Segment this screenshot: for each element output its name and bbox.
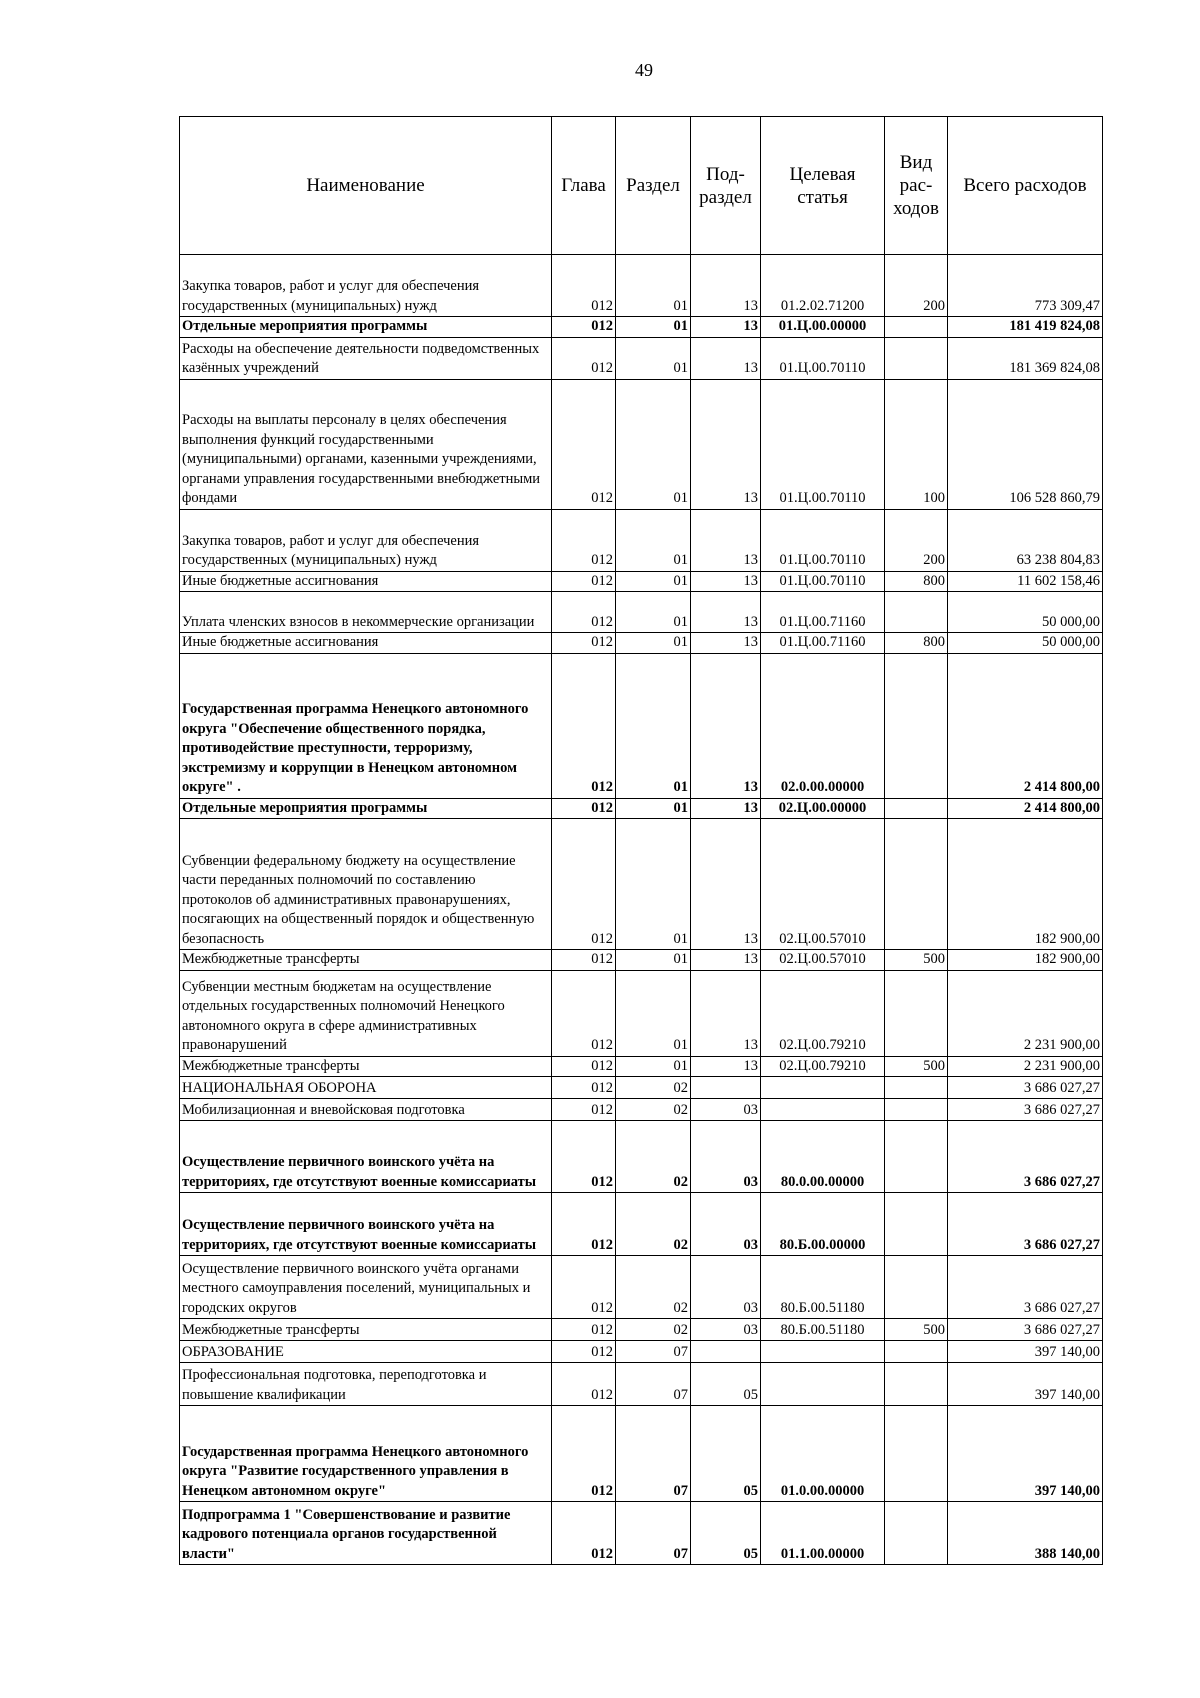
cell-name: Расходы на выплаты персоналу в целях обеспечения выполнения функций государственными (муниципальными) органами, казенными учреждениями, органами управления государственными внебюджетными фондами bbox=[180, 379, 552, 509]
cell-section: 07 bbox=[616, 1341, 691, 1363]
cell-chapter: 012 bbox=[552, 1363, 616, 1406]
cell-name: Межбюджетные трансферты bbox=[180, 950, 552, 971]
cell-subsection bbox=[691, 1077, 761, 1099]
table-row bbox=[180, 950, 1103, 971]
cell-section: 07 bbox=[616, 1406, 691, 1502]
table-header-row bbox=[180, 117, 1103, 255]
cell-name: Уплата членских взносов в некоммерческие организации bbox=[180, 592, 552, 633]
header-expense-type: Вид рас- ходов bbox=[885, 117, 948, 255]
header-total: Всего расходов bbox=[948, 117, 1103, 255]
cell-total: 182 900,00 bbox=[948, 950, 1103, 971]
cell-target-article: 02.0.00.00000 bbox=[761, 653, 885, 798]
cell-subsection: 13 bbox=[691, 633, 761, 654]
cell-chapter: 012 bbox=[552, 1406, 616, 1502]
cell-total: 2 231 900,00 bbox=[948, 970, 1103, 1056]
cell-expense-type bbox=[885, 1121, 948, 1193]
cell-name: Профессиональная подготовка, переподготовка и повышение квалификации bbox=[180, 1363, 552, 1406]
cell-section: 01 bbox=[616, 798, 691, 819]
cell-subsection: 03 bbox=[691, 1099, 761, 1121]
table-row bbox=[180, 317, 1103, 338]
cell-section: 01 bbox=[616, 317, 691, 338]
cell-expense-type: 200 bbox=[885, 509, 948, 571]
cell-section: 01 bbox=[616, 819, 691, 950]
cell-subsection: 13 bbox=[691, 337, 761, 379]
cell-expense-type bbox=[885, 317, 948, 338]
cell-total: 2 414 800,00 bbox=[948, 798, 1103, 819]
cell-total: 11 602 158,46 bbox=[948, 571, 1103, 592]
page-number: 49 bbox=[635, 60, 653, 80]
cell-expense-type bbox=[885, 1193, 948, 1256]
cell-section: 02 bbox=[616, 1256, 691, 1319]
cell-section: 02 bbox=[616, 1121, 691, 1193]
table-row bbox=[180, 337, 1103, 379]
cell-name: Осуществление первичного воинского учёта на территориях, где отсутствуют военные комиссариаты bbox=[180, 1121, 552, 1193]
cell-subsection: 05 bbox=[691, 1406, 761, 1502]
cell-name: Закупка товаров, работ и услуг для обеспечения государственных (муниципальных) нужд bbox=[180, 509, 552, 571]
cell-expense-type: 800 bbox=[885, 571, 948, 592]
header-section: Раздел bbox=[616, 117, 691, 255]
cell-section: 01 bbox=[616, 571, 691, 592]
cell-target-article: 01.Ц.00.70110 bbox=[761, 379, 885, 509]
cell-subsection: 05 bbox=[691, 1502, 761, 1565]
cell-section: 02 bbox=[616, 1193, 691, 1256]
cell-total: 3 686 027,27 bbox=[948, 1319, 1103, 1341]
cell-chapter: 012 bbox=[552, 1099, 616, 1121]
cell-expense-type: 500 bbox=[885, 950, 948, 971]
cell-target-article: 01.Ц.00.70110 bbox=[761, 337, 885, 379]
cell-section: 07 bbox=[616, 1502, 691, 1565]
cell-expense-type: 100 bbox=[885, 379, 948, 509]
table-row bbox=[180, 653, 1103, 798]
cell-section: 01 bbox=[616, 970, 691, 1056]
cell-expense-type: 500 bbox=[885, 1056, 948, 1077]
cell-section: 02 bbox=[616, 1077, 691, 1099]
cell-total: 397 140,00 bbox=[948, 1341, 1103, 1363]
cell-chapter: 012 bbox=[552, 970, 616, 1056]
cell-target-article: 02.Ц.00.00000 bbox=[761, 798, 885, 819]
table-row bbox=[180, 379, 1103, 509]
header-name: Наименование bbox=[180, 117, 552, 255]
table-row bbox=[180, 819, 1103, 950]
cell-subsection: 03 bbox=[691, 1319, 761, 1341]
cell-total: 3 686 027,27 bbox=[948, 1121, 1103, 1193]
cell-chapter: 012 bbox=[552, 819, 616, 950]
table-row bbox=[180, 1341, 1103, 1363]
cell-chapter: 012 bbox=[552, 1056, 616, 1077]
cell-section: 01 bbox=[616, 379, 691, 509]
cell-subsection: 13 bbox=[691, 950, 761, 971]
cell-expense-type bbox=[885, 1256, 948, 1319]
cell-subsection: 13 bbox=[691, 798, 761, 819]
cell-total: 3 686 027,27 bbox=[948, 1256, 1103, 1319]
cell-section: 01 bbox=[616, 592, 691, 633]
cell-total: 388 140,00 bbox=[948, 1502, 1103, 1565]
cell-target-article: 80.Б.00.00000 bbox=[761, 1193, 885, 1256]
table-row bbox=[180, 798, 1103, 819]
cell-expense-type bbox=[885, 337, 948, 379]
cell-name: Иные бюджетные ассигнования bbox=[180, 571, 552, 592]
cell-section: 01 bbox=[616, 633, 691, 654]
cell-name: Отдельные мероприятия программы bbox=[180, 798, 552, 819]
cell-name: Межбюджетные трансферты bbox=[180, 1056, 552, 1077]
cell-total: 3 686 027,27 bbox=[948, 1099, 1103, 1121]
cell-total: 63 238 804,83 bbox=[948, 509, 1103, 571]
cell-name: Межбюджетные трансферты bbox=[180, 1319, 552, 1341]
cell-total: 106 528 860,79 bbox=[948, 379, 1103, 509]
cell-chapter: 012 bbox=[552, 1077, 616, 1099]
cell-expense-type bbox=[885, 1099, 948, 1121]
cell-total: 182 900,00 bbox=[948, 819, 1103, 950]
cell-expense-type bbox=[885, 653, 948, 798]
cell-target-article: 01.Ц.00.71160 bbox=[761, 592, 885, 633]
table-row bbox=[180, 1121, 1103, 1193]
cell-name: Закупка товаров, работ и услуг для обеспечения государственных (муниципальных) нужд bbox=[180, 255, 552, 317]
cell-target-article: 01.Ц.00.70110 bbox=[761, 509, 885, 571]
cell-name: НАЦИОНАЛЬНАЯ ОБОРОНА bbox=[180, 1077, 552, 1099]
cell-chapter: 012 bbox=[552, 1502, 616, 1565]
cell-total: 773 309,47 bbox=[948, 255, 1103, 317]
table-row bbox=[180, 1256, 1103, 1319]
cell-target-article bbox=[761, 1099, 885, 1121]
cell-total: 2 414 800,00 bbox=[948, 653, 1103, 798]
cell-expense-type: 800 bbox=[885, 633, 948, 654]
cell-expense-type bbox=[885, 1406, 948, 1502]
cell-subsection: 13 bbox=[691, 571, 761, 592]
cell-name: Подпрограмма 1 "Совершенствование и развитие кадрового потенциала органов государственной власти" bbox=[180, 1502, 552, 1565]
cell-name: Осуществление первичного воинского учёта органами местного самоуправления поселений, муниципальных и городских округов bbox=[180, 1256, 552, 1319]
table-row bbox=[180, 1502, 1103, 1565]
cell-target-article: 01.1.00.00000 bbox=[761, 1502, 885, 1565]
cell-section: 01 bbox=[616, 950, 691, 971]
cell-expense-type bbox=[885, 819, 948, 950]
cell-expense-type: 500 bbox=[885, 1319, 948, 1341]
cell-expense-type bbox=[885, 798, 948, 819]
cell-target-article bbox=[761, 1341, 885, 1363]
cell-section: 02 bbox=[616, 1099, 691, 1121]
table-row bbox=[180, 1193, 1103, 1256]
header-subsection: Под- раздел bbox=[691, 117, 761, 255]
cell-target-article bbox=[761, 1363, 885, 1406]
cell-subsection: 13 bbox=[691, 379, 761, 509]
budget-table bbox=[179, 116, 1103, 1565]
cell-name: Государственная программа Ненецкого автономного округа "Развитие государственного управления в Ненецком автономном округе" bbox=[180, 1406, 552, 1502]
cell-subsection: 13 bbox=[691, 1056, 761, 1077]
cell-chapter: 012 bbox=[552, 317, 616, 338]
cell-section: 01 bbox=[616, 337, 691, 379]
cell-target-article: 02.Ц.00.79210 bbox=[761, 1056, 885, 1077]
cell-subsection: 13 bbox=[691, 317, 761, 338]
table-row bbox=[180, 633, 1103, 654]
cell-subsection bbox=[691, 1341, 761, 1363]
cell-total: 181 419 824,08 bbox=[948, 317, 1103, 338]
cell-target-article bbox=[761, 1077, 885, 1099]
cell-chapter: 012 bbox=[552, 1319, 616, 1341]
cell-target-article: 02.Ц.00.57010 bbox=[761, 950, 885, 971]
cell-total: 50 000,00 bbox=[948, 592, 1103, 633]
cell-chapter: 012 bbox=[552, 509, 616, 571]
cell-chapter: 012 bbox=[552, 1121, 616, 1193]
cell-subsection: 03 bbox=[691, 1121, 761, 1193]
cell-section: 02 bbox=[616, 1319, 691, 1341]
cell-target-article: 02.Ц.00.79210 bbox=[761, 970, 885, 1056]
cell-section: 01 bbox=[616, 255, 691, 317]
table-row bbox=[180, 1319, 1103, 1341]
table-row bbox=[180, 1099, 1103, 1121]
cell-subsection: 03 bbox=[691, 1256, 761, 1319]
table-row bbox=[180, 592, 1103, 633]
cell-expense-type bbox=[885, 1341, 948, 1363]
cell-target-article: 01.Ц.00.00000 bbox=[761, 317, 885, 338]
cell-target-article: 80.0.00.00000 bbox=[761, 1121, 885, 1193]
cell-chapter: 012 bbox=[552, 379, 616, 509]
cell-name: Расходы на обеспечение деятельности подведомственных казённых учреждений bbox=[180, 337, 552, 379]
cell-chapter: 012 bbox=[552, 337, 616, 379]
cell-section: 01 bbox=[616, 509, 691, 571]
header-chapter: Глава bbox=[552, 117, 616, 255]
cell-subsection: 13 bbox=[691, 819, 761, 950]
cell-subsection: 13 bbox=[691, 255, 761, 317]
cell-expense-type bbox=[885, 1363, 948, 1406]
cell-chapter: 012 bbox=[552, 255, 616, 317]
cell-name: Субвенции федеральному бюджету на осуществление части переданных полномочий по составлению протоколов об административных правонарушениях, посягающих на общественный порядок и общественную безопасность bbox=[180, 819, 552, 950]
cell-section: 01 bbox=[616, 1056, 691, 1077]
cell-chapter: 012 bbox=[552, 1256, 616, 1319]
cell-target-article: 01.Ц.00.71160 bbox=[761, 633, 885, 654]
cell-section: 01 bbox=[616, 653, 691, 798]
table-body bbox=[180, 255, 1103, 1565]
table-row bbox=[180, 509, 1103, 571]
table-row bbox=[180, 1406, 1103, 1502]
cell-expense-type bbox=[885, 592, 948, 633]
cell-name: Иные бюджетные ассигнования bbox=[180, 633, 552, 654]
cell-subsection: 13 bbox=[691, 592, 761, 633]
cell-section: 07 bbox=[616, 1363, 691, 1406]
cell-target-article: 02.Ц.00.57010 bbox=[761, 819, 885, 950]
cell-chapter: 012 bbox=[552, 798, 616, 819]
cell-chapter: 012 bbox=[552, 653, 616, 798]
cell-target-article: 80.Б.00.51180 bbox=[761, 1256, 885, 1319]
cell-subsection: 13 bbox=[691, 509, 761, 571]
cell-name: ОБРАЗОВАНИЕ bbox=[180, 1341, 552, 1363]
cell-expense-type bbox=[885, 1502, 948, 1565]
cell-subsection: 13 bbox=[691, 970, 761, 1056]
cell-chapter: 012 bbox=[552, 571, 616, 592]
cell-total: 397 140,00 bbox=[948, 1406, 1103, 1502]
table-row bbox=[180, 255, 1103, 317]
table-row bbox=[180, 970, 1103, 1056]
table-row bbox=[180, 1363, 1103, 1406]
cell-total: 50 000,00 bbox=[948, 633, 1103, 654]
cell-subsection: 13 bbox=[691, 653, 761, 798]
cell-total: 3 686 027,27 bbox=[948, 1193, 1103, 1256]
cell-expense-type: 200 bbox=[885, 255, 948, 317]
cell-expense-type bbox=[885, 970, 948, 1056]
cell-total: 397 140,00 bbox=[948, 1363, 1103, 1406]
cell-expense-type bbox=[885, 1077, 948, 1099]
header-target-article: Целевая статья bbox=[761, 117, 885, 255]
table-row bbox=[180, 1056, 1103, 1077]
cell-target-article: 01.0.00.00000 bbox=[761, 1406, 885, 1502]
cell-name: Государственная программа Ненецкого автономного округа "Обеспечение общественного порядка, противодействие преступности, терроризму, экстремизму и коррупции в Ненецком автономном округе" . bbox=[180, 653, 552, 798]
cell-name: Осуществление первичного воинского учёта на территориях, где отсутствуют военные комиссариаты bbox=[180, 1193, 552, 1256]
cell-target-article: 01.Ц.00.70110 bbox=[761, 571, 885, 592]
cell-chapter: 012 bbox=[552, 633, 616, 654]
cell-subsection: 03 bbox=[691, 1193, 761, 1256]
cell-name: Отдельные мероприятия программы bbox=[180, 317, 552, 338]
cell-subsection: 05 bbox=[691, 1363, 761, 1406]
cell-total: 2 231 900,00 bbox=[948, 1056, 1103, 1077]
cell-chapter: 012 bbox=[552, 592, 616, 633]
table-row bbox=[180, 1077, 1103, 1099]
cell-total: 3 686 027,27 bbox=[948, 1077, 1103, 1099]
table-row bbox=[180, 571, 1103, 592]
cell-target-article: 01.2.02.71200 bbox=[761, 255, 885, 317]
cell-total: 181 369 824,08 bbox=[948, 337, 1103, 379]
cell-target-article: 80.Б.00.51180 bbox=[761, 1319, 885, 1341]
cell-chapter: 012 bbox=[552, 1341, 616, 1363]
cell-name: Мобилизационная и вневойсковая подготовка bbox=[180, 1099, 552, 1121]
cell-chapter: 012 bbox=[552, 950, 616, 971]
cell-name: Субвенции местным бюджетам на осуществление отдельных государственных полномочий Ненецкого автономного округа в сфере административных правонарушений bbox=[180, 970, 552, 1056]
cell-chapter: 012 bbox=[552, 1193, 616, 1256]
